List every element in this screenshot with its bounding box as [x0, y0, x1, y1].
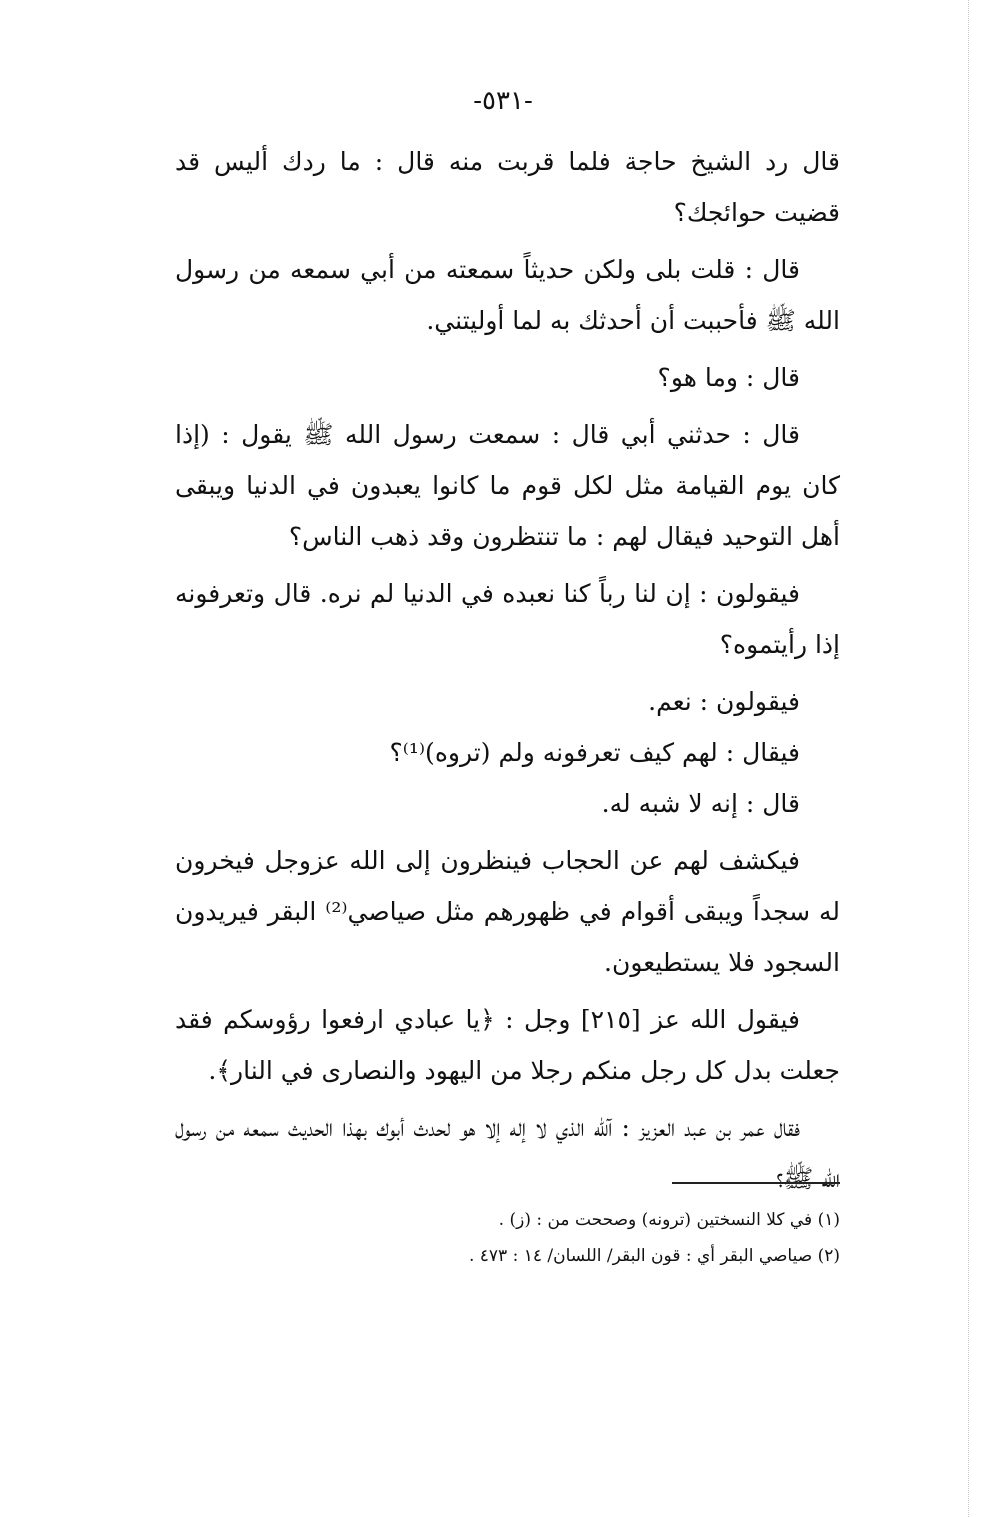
- page-number: -٥٣١-: [473, 86, 533, 116]
- footnote-separator: [672, 1182, 840, 1184]
- paragraph-1: قال رد الشيخ حاجة فلما قربت منه قال : ما ردك أليس قد قضيت حوائجك؟: [175, 147, 840, 227]
- footnote-2: (٢) صياصي البقر أي : قون البقر/ اللسان/ ١٤ : ٤٧٣ .: [468, 1246, 840, 1266]
- footnotes: [300, 1202, 840, 1274]
- paragraph-4: قال : حدثني أبي قال : سمعت رسول الله ﷺ يقول : (إذا كان يوم القيامة مثل لكل قوم ما كانوا يعبدون في الدنيا ويبقى أهل التوحيد فيقال لهم : ما تنتظرون وقد ذهب الناس؟: [175, 420, 840, 551]
- paragraph-9: فيكشف لهم عن الحجاب فينظرون إلى الله عزوجل فيخرون له سجداً ويبقى أقوام في ظهورهم مثل صياصي⁽²⁾ البقر فيريدون السجود فلا يستطيعون.: [175, 846, 840, 977]
- paragraph-8: قال : إنه لا شبه له.: [601, 789, 800, 818]
- paragraph-6: فيقولون : نعم.: [648, 687, 800, 716]
- main-text: [175, 136, 840, 1210]
- paragraph-7: فيقال : لهم كيف تعرفونه ولم (تروه)⁽¹⁾؟: [389, 738, 800, 767]
- paragraph-10: فيقول الله عز [٢١٥] وجل : ﴿يا عبادي ارفعوا رؤوسكم فقد جعلت بدل كل رجل منكم رجلا من اليهود والنصارى في النار﴾.: [175, 1005, 840, 1085]
- scan-edge-divider: [968, 0, 969, 1517]
- footnote-1: (١) في كلا النسختين (ترونه) وصححت من : (ز) .: [498, 1210, 840, 1230]
- paragraph-3: قال : وما هو؟: [657, 363, 800, 392]
- paragraph-2: قال : قلت بلى ولكن حديثاً سمعته من أبي سمعه من رسول الله ﷺ فأحببت أن أحدثك به لما أوليتني.: [175, 255, 840, 335]
- paragraph-11: فقال عمر بن عبد العزيز : آلله الذي لا إله إلا هو لحدث أبوك بهذا الحديث سمعه من رسول الله ﷺ؟: [175, 1113, 840, 1193]
- paragraph-5: فيقولون : إن لنا رباً كنا نعبده في الدنيا لم نره. قال وتعرفونه إذا رأيتموه؟: [175, 579, 840, 659]
